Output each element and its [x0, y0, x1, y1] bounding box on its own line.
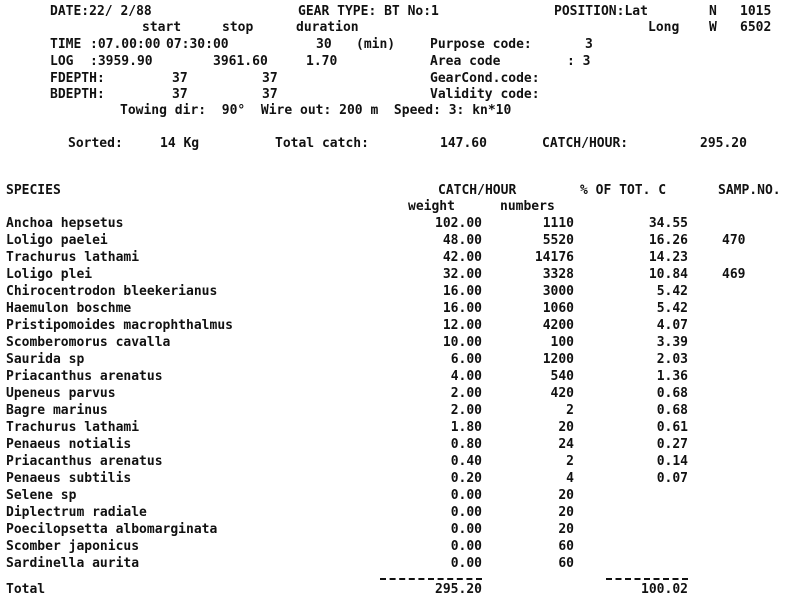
percent-of-total: 0.61 — [656, 420, 688, 435]
catch-weight: 102.00 — [435, 216, 482, 231]
log-label: LOG — [50, 54, 74, 69]
species-name: Diplectrum radiale — [6, 505, 147, 520]
catch-numbers: 60 — [558, 556, 574, 571]
species-name: Loligo plei — [6, 267, 93, 282]
total-catch-value: 147.60 — [440, 136, 487, 151]
percent-of-total: 1.36 — [656, 369, 688, 384]
catch-weight: 0.00 — [450, 556, 482, 571]
total-weight: 295.20 — [435, 582, 482, 597]
bdepth-label: BDEPTH: — [50, 87, 105, 102]
species-name: Penaeus subtilis — [6, 471, 132, 486]
total-catch-label: Total catch: — [275, 136, 369, 151]
sorted-value: 14 Kg — [160, 136, 200, 151]
species-name: Chirocentrodon bleekerianus — [6, 284, 218, 299]
catch-numbers: 14176 — [534, 250, 574, 265]
catch-numbers: 20 — [558, 488, 574, 503]
percent-of-total: 34.55 — [648, 216, 688, 231]
catch-weight: 4.00 — [450, 369, 482, 384]
long-value: 6502 — [740, 20, 772, 35]
time-start: :07.00:00 — [90, 37, 161, 52]
percent-of-total: 5.42 — [656, 301, 688, 316]
catch-numbers: 4200 — [542, 318, 574, 333]
bdepth-stop: 37 — [262, 87, 278, 102]
sample-number-column-header: SAMP.NO. — [718, 183, 781, 198]
catch-numbers: 3328 — [542, 267, 574, 282]
lat-value: 1015 — [740, 4, 772, 19]
species-name: Saurida sp — [6, 352, 85, 367]
sorted-label: Sorted: — [68, 136, 123, 151]
catch-weight: 0.40 — [450, 454, 482, 469]
percent-of-total: 0.68 — [656, 386, 688, 401]
catch-numbers: 100 — [550, 335, 574, 350]
catch-weight: 0.00 — [450, 539, 482, 554]
catch-numbers: 1110 — [542, 216, 574, 231]
species-name: Pristipomoides macrophthalmus — [6, 318, 233, 333]
species-name: Bagre marinus — [6, 403, 108, 418]
species-name: Poecilopsetta albomarginata — [6, 522, 218, 537]
percent-of-total: 3.39 — [656, 335, 688, 350]
bdepth-start: 37 — [172, 87, 188, 102]
percent-of-total: 10.84 — [648, 267, 688, 282]
lat-hemisphere: N — [709, 4, 717, 19]
species-name: Sardinella aurita — [6, 556, 140, 571]
catch-numbers: 5520 — [542, 233, 574, 248]
species-name: Trachurus lathami — [6, 250, 140, 265]
catch-weight: 0.00 — [450, 488, 482, 503]
catch-numbers: 20 — [558, 505, 574, 520]
species-name: Priacanthus arenatus — [6, 454, 163, 469]
catch-weight: 0.80 — [450, 437, 482, 452]
long-hemisphere: W — [709, 20, 717, 35]
log-start: :3959.90 — [90, 54, 153, 69]
catch-numbers: 1060 — [542, 301, 574, 316]
percent-of-total: 0.68 — [656, 403, 688, 418]
purpose-code-value: 3 — [585, 37, 593, 52]
catch-weight: 42.00 — [442, 250, 482, 265]
catch-numbers: 540 — [550, 369, 574, 384]
catch-weight: 1.80 — [450, 420, 482, 435]
area-code-value: : 3 — [567, 54, 591, 69]
percent-total-column-header: % OF TOT. C — [580, 183, 667, 198]
gear-type-field: GEAR TYPE: BT No:1 — [298, 4, 439, 19]
catch-weight: 48.00 — [442, 233, 482, 248]
percent-of-total: 14.23 — [648, 250, 688, 265]
species-name: Loligo paelei — [6, 233, 108, 248]
species-name: Scomberomorus cavalla — [6, 335, 171, 350]
catch-numbers: 4 — [566, 471, 574, 486]
species-name: Selene sp — [6, 488, 77, 503]
fdepth-start: 37 — [172, 71, 188, 86]
species-column-header: SPECIES — [6, 183, 61, 198]
position-label: POSITION:Lat — [554, 4, 648, 19]
time-unit: (min) — [356, 37, 396, 52]
catch-weight: 0.20 — [450, 471, 482, 486]
fdepth-label: FDEPTH: — [50, 71, 105, 86]
log-stop: 3961.60 — [213, 54, 268, 69]
stop-label: stop — [222, 20, 254, 35]
percent-of-total: 0.14 — [656, 454, 688, 469]
catch-hour-column-header: CATCH/HOUR — [438, 183, 517, 198]
catch-numbers: 20 — [558, 522, 574, 537]
numbers-column-header: numbers — [500, 199, 555, 214]
catch-weight: 6.00 — [450, 352, 482, 367]
catch-weight: 12.00 — [442, 318, 482, 333]
sample-number: 469 — [722, 267, 746, 282]
species-name: Upeneus parvus — [6, 386, 116, 401]
catch-weight: 16.00 — [442, 284, 482, 299]
percent-total-rule — [606, 578, 688, 580]
catch-weight: 32.00 — [442, 267, 482, 282]
time-label: TIME — [50, 37, 82, 52]
species-name: Haemulon boschme — [6, 301, 132, 316]
catch-weight: 0.00 — [450, 505, 482, 520]
percent-of-total: 4.07 — [656, 318, 688, 333]
weight-total-rule — [380, 578, 482, 580]
time-stop: 07:30:00 — [166, 37, 229, 52]
species-name: Anchoa hepsetus — [6, 216, 124, 231]
species-name: Penaeus notialis — [6, 437, 132, 452]
towing-line: Towing dir: 90° Wire out: 200 m Speed: 3: kn*10 — [120, 103, 512, 118]
catch-weight: 0.00 — [450, 522, 482, 537]
catch-numbers: 1200 — [542, 352, 574, 367]
catch-weight: 10.00 — [442, 335, 482, 350]
weight-column-header: weight — [408, 199, 455, 214]
catch-weight: 16.00 — [442, 301, 482, 316]
catch-numbers: 20 — [558, 420, 574, 435]
time-duration: 30 — [316, 37, 332, 52]
percent-of-total: 0.07 — [656, 471, 688, 486]
date-field: DATE:22/ 2/88 — [50, 4, 152, 19]
percent-of-total: 2.03 — [656, 352, 688, 367]
species-name: Scomber japonicus — [6, 539, 140, 554]
purpose-code-label: Purpose code: — [430, 37, 532, 52]
catch-numbers: 24 — [558, 437, 574, 452]
percent-of-total: 0.27 — [656, 437, 688, 452]
catch-per-hour-label: CATCH/HOUR: — [542, 136, 629, 151]
fdepth-stop: 37 — [262, 71, 278, 86]
catch-numbers: 2 — [566, 454, 574, 469]
catch-numbers: 2 — [566, 403, 574, 418]
catch-numbers: 3000 — [542, 284, 574, 299]
catch-per-hour-value: 295.20 — [700, 136, 747, 151]
catch-numbers: 420 — [550, 386, 574, 401]
sample-number: 470 — [722, 233, 746, 248]
species-name: Priacanthus arenatus — [6, 369, 163, 384]
catch-weight: 2.00 — [450, 403, 482, 418]
total-percent: 100.02 — [641, 582, 688, 597]
duration-label: duration — [296, 20, 359, 35]
species-name: Trachurus lathami — [6, 420, 140, 435]
catch-numbers: 60 — [558, 539, 574, 554]
start-label: start — [142, 20, 182, 35]
total-label: Total — [6, 582, 46, 597]
log-duration: 1.70 — [306, 54, 338, 69]
percent-of-total: 16.26 — [648, 233, 688, 248]
catch-weight: 2.00 — [450, 386, 482, 401]
percent-of-total: 5.42 — [656, 284, 688, 299]
validity-code-label: Validity code: — [430, 87, 540, 102]
long-label: Long — [648, 20, 680, 35]
gearcond-code-label: GearCond.code: — [430, 71, 540, 86]
area-code-label: Area code — [430, 54, 501, 69]
